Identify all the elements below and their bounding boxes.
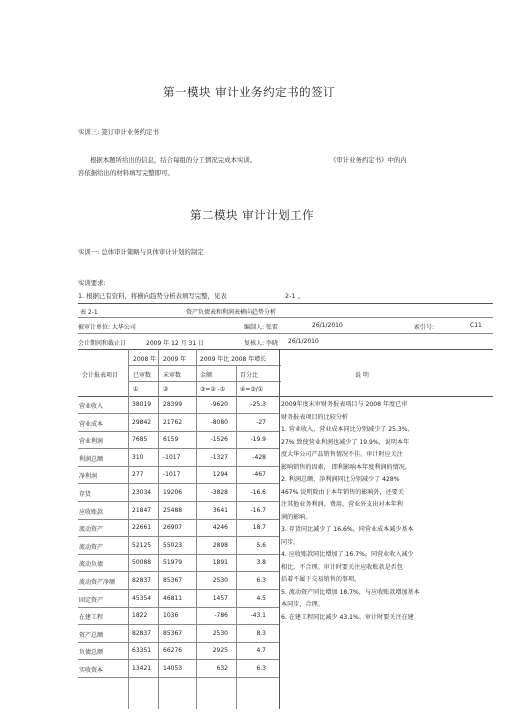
table-title-divider	[78, 317, 493, 318]
row-change-percent: 4.7	[256, 647, 266, 655]
col-header-2008: 2008 年	[133, 356, 157, 363]
row-2009-unaudited: 19206	[163, 489, 183, 496]
row-item-label: 净利润	[79, 473, 98, 481]
row-item-label: 应收账款	[79, 508, 104, 516]
row-2009-unaudited: 28399	[163, 401, 183, 408]
row-item-label: 营业收入	[79, 403, 104, 410]
row-2008-audited: 277	[132, 471, 144, 479]
note-line: 相比，不合理。审计时要关注应收账款是否包	[281, 563, 403, 571]
row-change-percent: -467	[252, 471, 266, 479]
row-divider	[78, 519, 279, 520]
note-line: 2009年度未审财务报表项目与 2008 年度已审	[281, 401, 408, 408]
table-number: 表 2-1	[80, 309, 98, 316]
row-divider	[78, 466, 279, 467]
row-change-percent: -16.6	[250, 489, 266, 496]
row-change-percent: 6.3	[256, 665, 266, 672]
module2-title: 第二模块 审计计划工作	[190, 208, 315, 222]
note-line: 影响销售的因素， 即利影响本年度利润的情况。	[281, 463, 411, 471]
vline-item	[128, 349, 129, 709]
preparation-date: 26/1/2010	[312, 322, 343, 329]
row-item-label: 存货	[79, 491, 92, 498]
row-item-label: 流动资产	[79, 543, 104, 551]
row-change-amount: 2925	[212, 647, 228, 655]
col-index-1: ①	[133, 386, 139, 393]
row-2008-audited: 310	[132, 453, 144, 461]
row-2009-unaudited: 25488	[163, 506, 183, 514]
header-row1-line	[128, 365, 281, 366]
row-change-percent: 6.3	[256, 577, 266, 584]
row-change-percent: -25.3	[250, 401, 266, 408]
period-value: 2009 年 12 月 31 日	[146, 340, 205, 347]
notes-column	[281, 399, 481, 624]
row-2008-audited: 50088	[132, 559, 152, 567]
row-change-percent: 4.5	[256, 594, 266, 602]
row-2008-audited: 38019	[132, 401, 152, 408]
row-2009-unaudited: -1017	[163, 471, 181, 479]
row-change-percent: -16.7	[250, 506, 266, 514]
row-change-percent: -19.9	[250, 436, 266, 444]
row-change-amount: 1294	[212, 471, 228, 479]
row-2008-audited: 82837	[132, 629, 152, 637]
row-change-amount: -1526	[210, 436, 228, 444]
col-header-amount: 金额	[200, 372, 213, 379]
vline-note	[279, 349, 280, 709]
row-2008-audited: 52125	[132, 541, 152, 549]
note-line: 2. 利润总额、净利润同比分别减少了 428%	[281, 476, 400, 483]
row-change-amount: 2530	[212, 577, 228, 584]
note-line: 注其他业务利润、费用、营业外支出对本年利	[281, 501, 403, 508]
row-item-label: 资产总额	[79, 631, 104, 639]
col-index-3: ③=② -①	[200, 386, 226, 393]
index-label: 索引号:	[414, 324, 435, 331]
row-item-label: 在建工程	[79, 614, 104, 622]
row-change-amount: -9620	[210, 401, 228, 408]
row-2008-audited: 7685	[132, 436, 148, 444]
note-line: 6. 在建工程同比减少 43.1%。审计时要关注在建	[281, 613, 414, 621]
row-change-amount: -1327	[210, 453, 228, 461]
row-2008-audited: 13421	[132, 665, 152, 672]
row-change-percent: 8.3	[256, 629, 266, 637]
note-line: 财务报表项目的比较分析	[281, 413, 349, 421]
row-item-label: 实收资本	[79, 667, 104, 674]
col-index-4: ④=③/①	[240, 386, 264, 393]
row-2008-audited: 63351	[132, 647, 152, 655]
col-header-comparison: 2009 年比 2008 年增长	[200, 356, 267, 363]
vline-2008	[158, 349, 159, 709]
row-divider	[78, 431, 279, 432]
row-change-percent: -428	[252, 453, 266, 461]
row-change-percent: -27	[256, 418, 266, 426]
row-2008-audited: 82837	[132, 577, 152, 584]
header-row2-line	[128, 381, 281, 382]
row-change-amount: 1457	[212, 594, 228, 602]
row-2008-audited: 23034	[132, 489, 152, 496]
row-2009-unaudited: 85367	[163, 577, 183, 584]
row-item-label: 流动资产净额	[79, 579, 116, 586]
row-divider	[78, 589, 279, 590]
row-divider	[78, 642, 279, 643]
row-change-amount: 2530	[212, 629, 228, 637]
row-change-amount: -8080	[210, 418, 228, 426]
row-change-percent: 18.7	[252, 524, 266, 532]
table-top-border	[78, 303, 493, 304]
col-header-item: 会计报表项目	[82, 372, 119, 379]
row-2009-unaudited: 46811	[163, 594, 183, 602]
header-bottom-line	[78, 396, 493, 397]
row-divider	[78, 571, 279, 572]
row-change-amount: -3828	[210, 489, 228, 496]
row-divider	[78, 554, 279, 555]
module2-training: 实训一: 总体审计策略与具体审计计划的制定	[78, 248, 204, 256]
row-divider	[78, 413, 279, 414]
note-line: 括着不属于交易销售的事项。	[281, 576, 361, 583]
row-2009-unaudited: 21762	[163, 418, 183, 426]
row-2008-audited: 21847	[132, 506, 152, 514]
requirement-1-table-ref: 2-1 。	[285, 292, 304, 300]
table-title: 资产负债表和利润表横向趋势分析	[186, 309, 277, 316]
note-line: 1. 营业收入、营业成本同比分别减少了 25.3%、	[281, 426, 414, 433]
requirement-1: 1. 根据已有资料，将横向趋势分析表填写完整，见表	[78, 292, 227, 300]
note-line: 27% 致使营业利润也减少了 19.9%，说明本年	[281, 438, 410, 446]
col-index-2: ②	[163, 386, 169, 393]
row-2009-unaudited: 14053	[163, 665, 183, 672]
row-change-percent: -43.1	[250, 612, 266, 620]
col-header-unaudited: 未审数	[163, 372, 182, 379]
module1-training: 实训三: 签订审计业务约定书	[78, 128, 159, 136]
row-change-amount: 1891	[212, 559, 228, 567]
row-2008-audited: 22661	[132, 524, 152, 532]
period-label: 会计期间和截止日	[78, 340, 127, 347]
row-change-percent: 3.8	[256, 559, 266, 567]
row-divider	[78, 501, 279, 502]
col-header-note: 说 明	[355, 372, 369, 379]
module1-paragraph-line1: 根据本题所给出的信息，结合每组的分工情况完成本实训。	[90, 156, 257, 164]
vline-2009	[196, 349, 197, 709]
col-header-2009: 2009 年	[163, 356, 187, 363]
row-2008-audited: 45354	[132, 594, 152, 602]
row-item-label: 固定资产	[79, 596, 104, 604]
row-item-label: 流动资产	[79, 526, 104, 534]
row-divider	[78, 483, 279, 484]
row-2009-unaudited: 26907	[163, 524, 183, 532]
row-item-label: 营业利润	[79, 438, 104, 446]
row-divider	[78, 624, 279, 625]
row-change-amount: 3641	[212, 506, 228, 514]
module1-paragraph-contract: 《审计业务约定书》中的内	[330, 156, 407, 164]
note-line: 本同步，合理。	[281, 601, 324, 608]
note-line: 润的影响。	[281, 513, 312, 521]
row-divider	[78, 659, 279, 660]
row-divider	[78, 536, 279, 537]
row-2009-unaudited: 55023	[163, 541, 183, 549]
row-2009-unaudited: -1017	[163, 453, 181, 461]
row-change-amount: -786	[214, 612, 228, 620]
requirements-title: 实训要求:	[78, 279, 106, 287]
auditee-label: 被审计单位: 大华公司	[78, 324, 136, 331]
row-change-amount: 2898	[212, 541, 228, 549]
reviewer-label: 复核人: 李晓	[244, 340, 278, 347]
note-line: 度大华公司产品销售情况不佳。审计时应关注	[281, 451, 403, 458]
table-header-top-border	[78, 349, 493, 350]
note-line: 467% 说明除由于本年销售的影响外，还要关	[281, 488, 404, 496]
module1-paragraph-line2: 容依据给出的材料填写完整即可。	[78, 169, 174, 177]
row-item-label: 利润总额	[79, 455, 104, 463]
row-change-percent: 5.6	[256, 541, 266, 549]
row-2009-unaudited: 51979	[163, 559, 183, 567]
module1-title: 第一模块 审计业务约定书的签订	[163, 85, 336, 99]
preparer-label: 编制人: 张雷	[244, 324, 278, 331]
row-2008-audited: 1822	[132, 612, 148, 620]
row-2009-unaudited: 1036	[163, 612, 179, 620]
note-line: 4. 应收账款同比增加了 16.7%，同营业收入减少	[281, 551, 414, 558]
table-info-divider	[78, 333, 493, 334]
row-divider	[78, 607, 279, 608]
note-line: 5. 流动资产同比增加 18.7%，与应收账款增加基本	[281, 588, 420, 596]
row-item-label: 流动负债	[79, 561, 104, 569]
row-2009-unaudited: 66276	[163, 647, 183, 655]
row-change-amount: 4246	[212, 524, 228, 532]
col-header-audited: 已审数	[133, 372, 152, 379]
row-item-label: 营业成本	[79, 420, 104, 428]
note-line: 3. 存货同比减少了 16.6%，同营业成本减少基本	[281, 526, 414, 533]
row-change-amount: 632	[216, 665, 228, 672]
row-2009-unaudited: 85367	[163, 629, 183, 637]
row-divider	[78, 677, 279, 678]
row-item-label: 负债总额	[79, 649, 104, 657]
review-date: 26/1/2010	[288, 338, 319, 345]
row-2008-audited: 29842	[132, 418, 152, 426]
row-2009-unaudited: 6159	[163, 436, 179, 444]
index-value: C11	[470, 322, 482, 329]
note-line: 同步。	[281, 538, 300, 546]
row-divider	[78, 448, 279, 449]
col-header-percent: 百分比	[240, 372, 259, 379]
